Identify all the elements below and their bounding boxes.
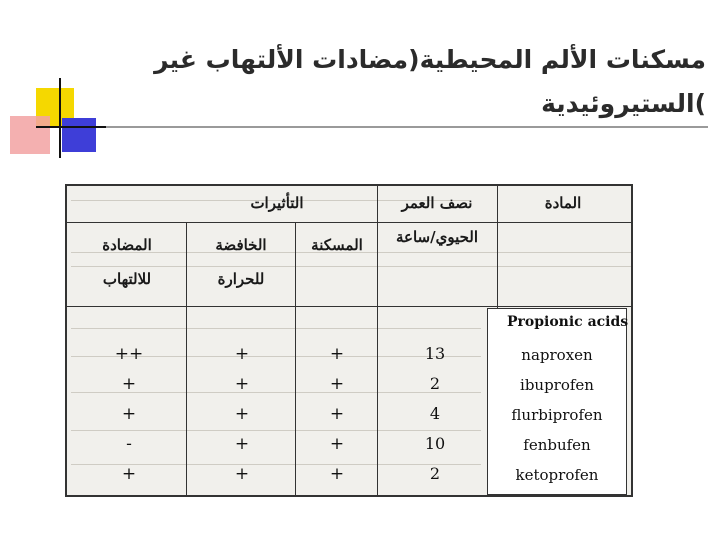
header-antipyretic-line-2: للحرارة bbox=[217, 270, 265, 288]
drug-table bbox=[65, 184, 633, 497]
drug-name: flurbiprofen bbox=[511, 406, 603, 424]
header-substance: المادة bbox=[544, 194, 582, 212]
drug-name: ketoprofen bbox=[515, 466, 599, 484]
drug-group-label: Propionic acids bbox=[507, 314, 629, 330]
header-antipyretic-line-1: الخافضة bbox=[215, 236, 267, 254]
analgesic-value: + bbox=[329, 404, 345, 424]
anti-inflammatory-value: + bbox=[121, 404, 137, 424]
decor-vertical-line bbox=[59, 78, 61, 158]
header-half-life-line-1: نصف العمر bbox=[401, 194, 473, 212]
header-effects: التأثيرات bbox=[250, 194, 304, 212]
drug-name: ibuprofen bbox=[520, 376, 594, 394]
column-divider bbox=[186, 222, 187, 497]
slide-title-line-2: )الستيروئيدية bbox=[541, 89, 706, 118]
anti-inflammatory-value: ++ bbox=[114, 344, 144, 364]
analgesic-value: + bbox=[329, 344, 345, 364]
scan-noise-line bbox=[71, 266, 631, 267]
anti-inflammatory-value: + bbox=[121, 464, 137, 484]
slide-title bbox=[106, 38, 706, 126]
header-divider bbox=[67, 222, 631, 223]
decor-red-square bbox=[10, 116, 50, 154]
slide-title-line-1: مسكنات الألم المحيطية(مضادات الألتهاب غير bbox=[154, 45, 706, 74]
decor-horizontal-line bbox=[36, 126, 106, 128]
antipyretic-value: + bbox=[234, 344, 250, 364]
half-life-value: 4 bbox=[429, 404, 441, 423]
drug-name: fenbufen bbox=[523, 436, 591, 454]
header-anti-inflammatory-line-1: المضادة bbox=[102, 236, 152, 254]
half-life-value: 2 bbox=[429, 374, 441, 393]
header-half-life-line-2: الحيوي/ساعة bbox=[395, 228, 479, 246]
antipyretic-value: + bbox=[234, 464, 250, 484]
title-underline bbox=[36, 126, 708, 128]
antipyretic-value: + bbox=[234, 374, 250, 394]
half-life-value: 2 bbox=[429, 464, 441, 483]
antipyretic-value: + bbox=[234, 434, 250, 454]
column-divider bbox=[497, 186, 498, 308]
column-divider bbox=[377, 186, 378, 497]
antipyretic-value: + bbox=[234, 404, 250, 424]
column-divider bbox=[295, 222, 296, 497]
analgesic-value: + bbox=[329, 434, 345, 454]
header-analgesic: المسكنة bbox=[311, 236, 363, 254]
anti-inflammatory-value: + bbox=[121, 374, 137, 394]
drug-name: naproxen bbox=[521, 346, 593, 364]
analgesic-value: + bbox=[329, 464, 345, 484]
anti-inflammatory-value: - bbox=[126, 434, 132, 454]
decor-blue-square bbox=[62, 118, 96, 152]
half-life-value: 13 bbox=[424, 344, 446, 363]
half-life-value: 10 bbox=[424, 434, 446, 453]
scan-noise-line bbox=[71, 328, 481, 329]
analgesic-value: + bbox=[329, 374, 345, 394]
scan-noise-line bbox=[71, 430, 481, 431]
header-anti-inflammatory-line-2: للالتهاب bbox=[102, 270, 152, 288]
header-bottom-line bbox=[67, 306, 631, 307]
